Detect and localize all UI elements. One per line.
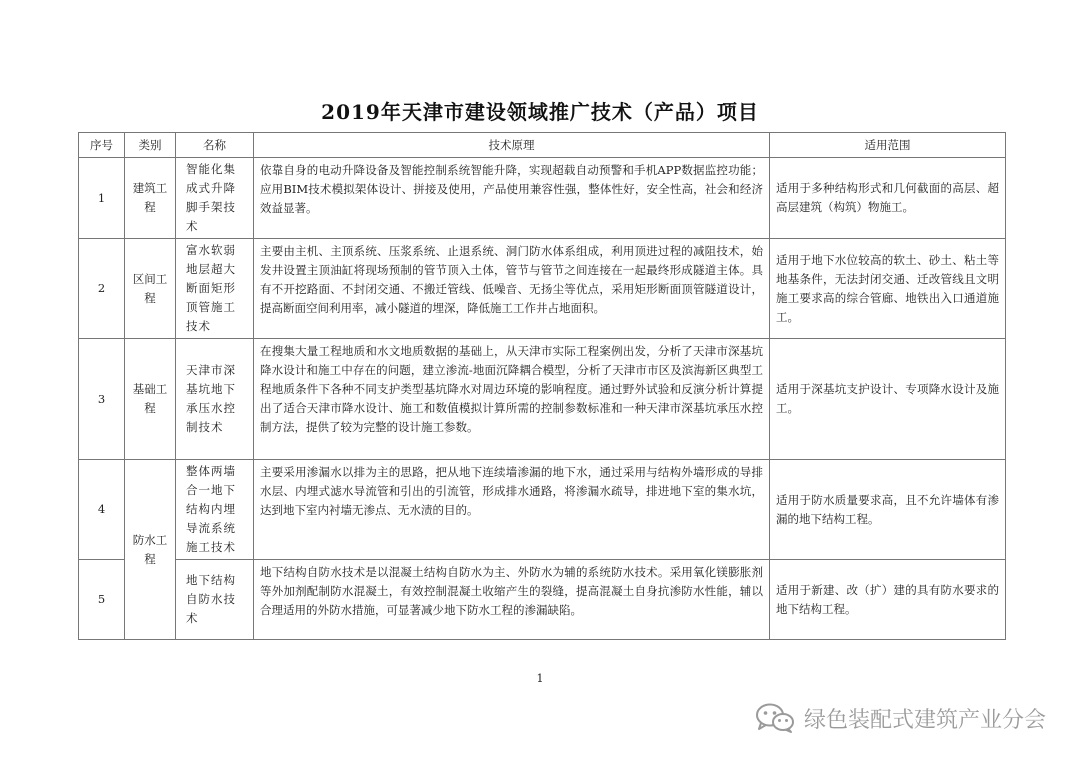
row-principle: 主要由主机、主顶系统、压浆系统、止退系统、洞门防水体系组成，利用顶进过程的减阻技术，始发井设置主顶油缸将现场预制的管节顶入土体，管节与管节之间连接在一起最终形成隧道主体。具有不开挖路面、不封闭交通、不搬迁管线、低噪音、无扬尘等优点，采用矩形断面顶管隧道设计，提高断面空间利用率，减小隧道的埋深，降低施工工作井占地面积。 bbox=[254, 239, 770, 339]
table-row bbox=[79, 560, 1006, 640]
row-category: 建筑工程 bbox=[125, 158, 176, 239]
table-row bbox=[79, 339, 1006, 460]
row-name: 地下结构自防水技术 bbox=[176, 560, 254, 640]
page-number: 1 bbox=[536, 672, 544, 685]
row-principle: 地下结构自防水技术是以混凝土结构自防水为主、外防水为辅的系统防水技术。采用氧化镁膨胀剂等外加剂配制防水混凝土，有效控制混凝土收缩产生的裂缝，提高混凝土自身抗渗防水性能，辅以合理适用的外防水措施，可显著减少地下防水工程的渗漏缺陷。 bbox=[254, 560, 770, 640]
row-scope: 适用于新建、改（扩）建的具有防水要求的地下结构工程。 bbox=[770, 560, 1006, 640]
table-row bbox=[79, 158, 1006, 239]
row-scope: 适用于防水质量要求高，且不允许墙体有渗漏的地下结构工程。 bbox=[770, 460, 1006, 560]
row-index: 4 bbox=[79, 460, 125, 560]
tech-table bbox=[78, 132, 1006, 640]
row-scope: 适用于深基坑支护设计、专项降水设计及施工。 bbox=[770, 339, 1006, 460]
wechat-logo-icon bbox=[754, 702, 796, 734]
row-index: 1 bbox=[79, 158, 125, 239]
row-category: 防水工程 bbox=[125, 460, 176, 640]
header-name: 名称 bbox=[176, 133, 254, 158]
row-index: 5 bbox=[79, 560, 125, 640]
row-name: 整体两墙合一地下结构内埋导流系统施工技术 bbox=[176, 460, 254, 560]
row-name: 智能化集成式升降脚手架技术 bbox=[176, 158, 254, 239]
row-index: 3 bbox=[79, 339, 125, 460]
row-scope: 适用于多种结构形式和几何截面的高层、超高层建筑（构筑）物施工。 bbox=[770, 158, 1006, 239]
page-title: 2019年天津市建设领域推广技术（产品）项目 bbox=[321, 100, 759, 124]
watermark bbox=[754, 700, 1046, 736]
header-index: 序号 bbox=[79, 133, 125, 158]
header-principle: 技术原理 bbox=[254, 133, 770, 158]
row-principle: 主要采用渗漏水以排为主的思路，把从地下连续墙渗漏的地下水，通过采用与结构外墙形成的导排水层、内埋式滤水导流管和引出的引流管，形成排水通路，将渗漏水疏导，排进地下室的集水坑，达到地下室内衬墙无渗点、无水渍的目的。 bbox=[254, 460, 770, 560]
row-index: 2 bbox=[79, 239, 125, 339]
header-category: 类别 bbox=[125, 133, 176, 158]
row-name: 天津市深基坑地下承压水控制技术 bbox=[176, 339, 254, 460]
row-name: 富水软弱地层超大断面矩形顶管施工技术 bbox=[176, 239, 254, 339]
watermark-text: 绿色装配式建筑产业分会 bbox=[803, 707, 1046, 733]
header-scope: 适用范围 bbox=[770, 133, 1006, 158]
row-principle: 依靠自身的电动升降设备及智能控制系统智能升降，实现超载自动预警和手机APP数据监控功能；应用BIM技术模拟架体设计、拼接及使用，产品使用兼容性强，整体性好，安全性高，社会和经济效益显著。 bbox=[254, 158, 770, 239]
row-principle: 在搜集大量工程地质和水文地质数据的基础上，从天津市实际工程案例出发，分析了天津市深基坑降水设计和施工中存在的问题，建立渗流-地面沉降耦合模型，分析了天津市市区及滨海新区典型工程地质条件下各种不同支护类型基坑降水对周边环境的影响程度。通过野外试验和反演分析计算提出了适合天津市降水设计、施工和数值模拟计算所需的控制参数标准和一种天津市深基坑承压水控制方法，提供了较为完整的设计施工参数。 bbox=[254, 339, 770, 460]
table-row bbox=[79, 460, 1006, 560]
row-category: 基础工程 bbox=[125, 339, 176, 460]
row-scope: 适用于地下水位较高的软土、砂土、粘土等地基条件，无法封闭交通、迁改管线且文明施工要求高的综合管廊、地铁出入口通道施工。 bbox=[770, 239, 1006, 339]
table-header-row bbox=[79, 133, 1006, 158]
row-category: 区间工程 bbox=[125, 239, 176, 339]
table-row bbox=[79, 239, 1006, 339]
